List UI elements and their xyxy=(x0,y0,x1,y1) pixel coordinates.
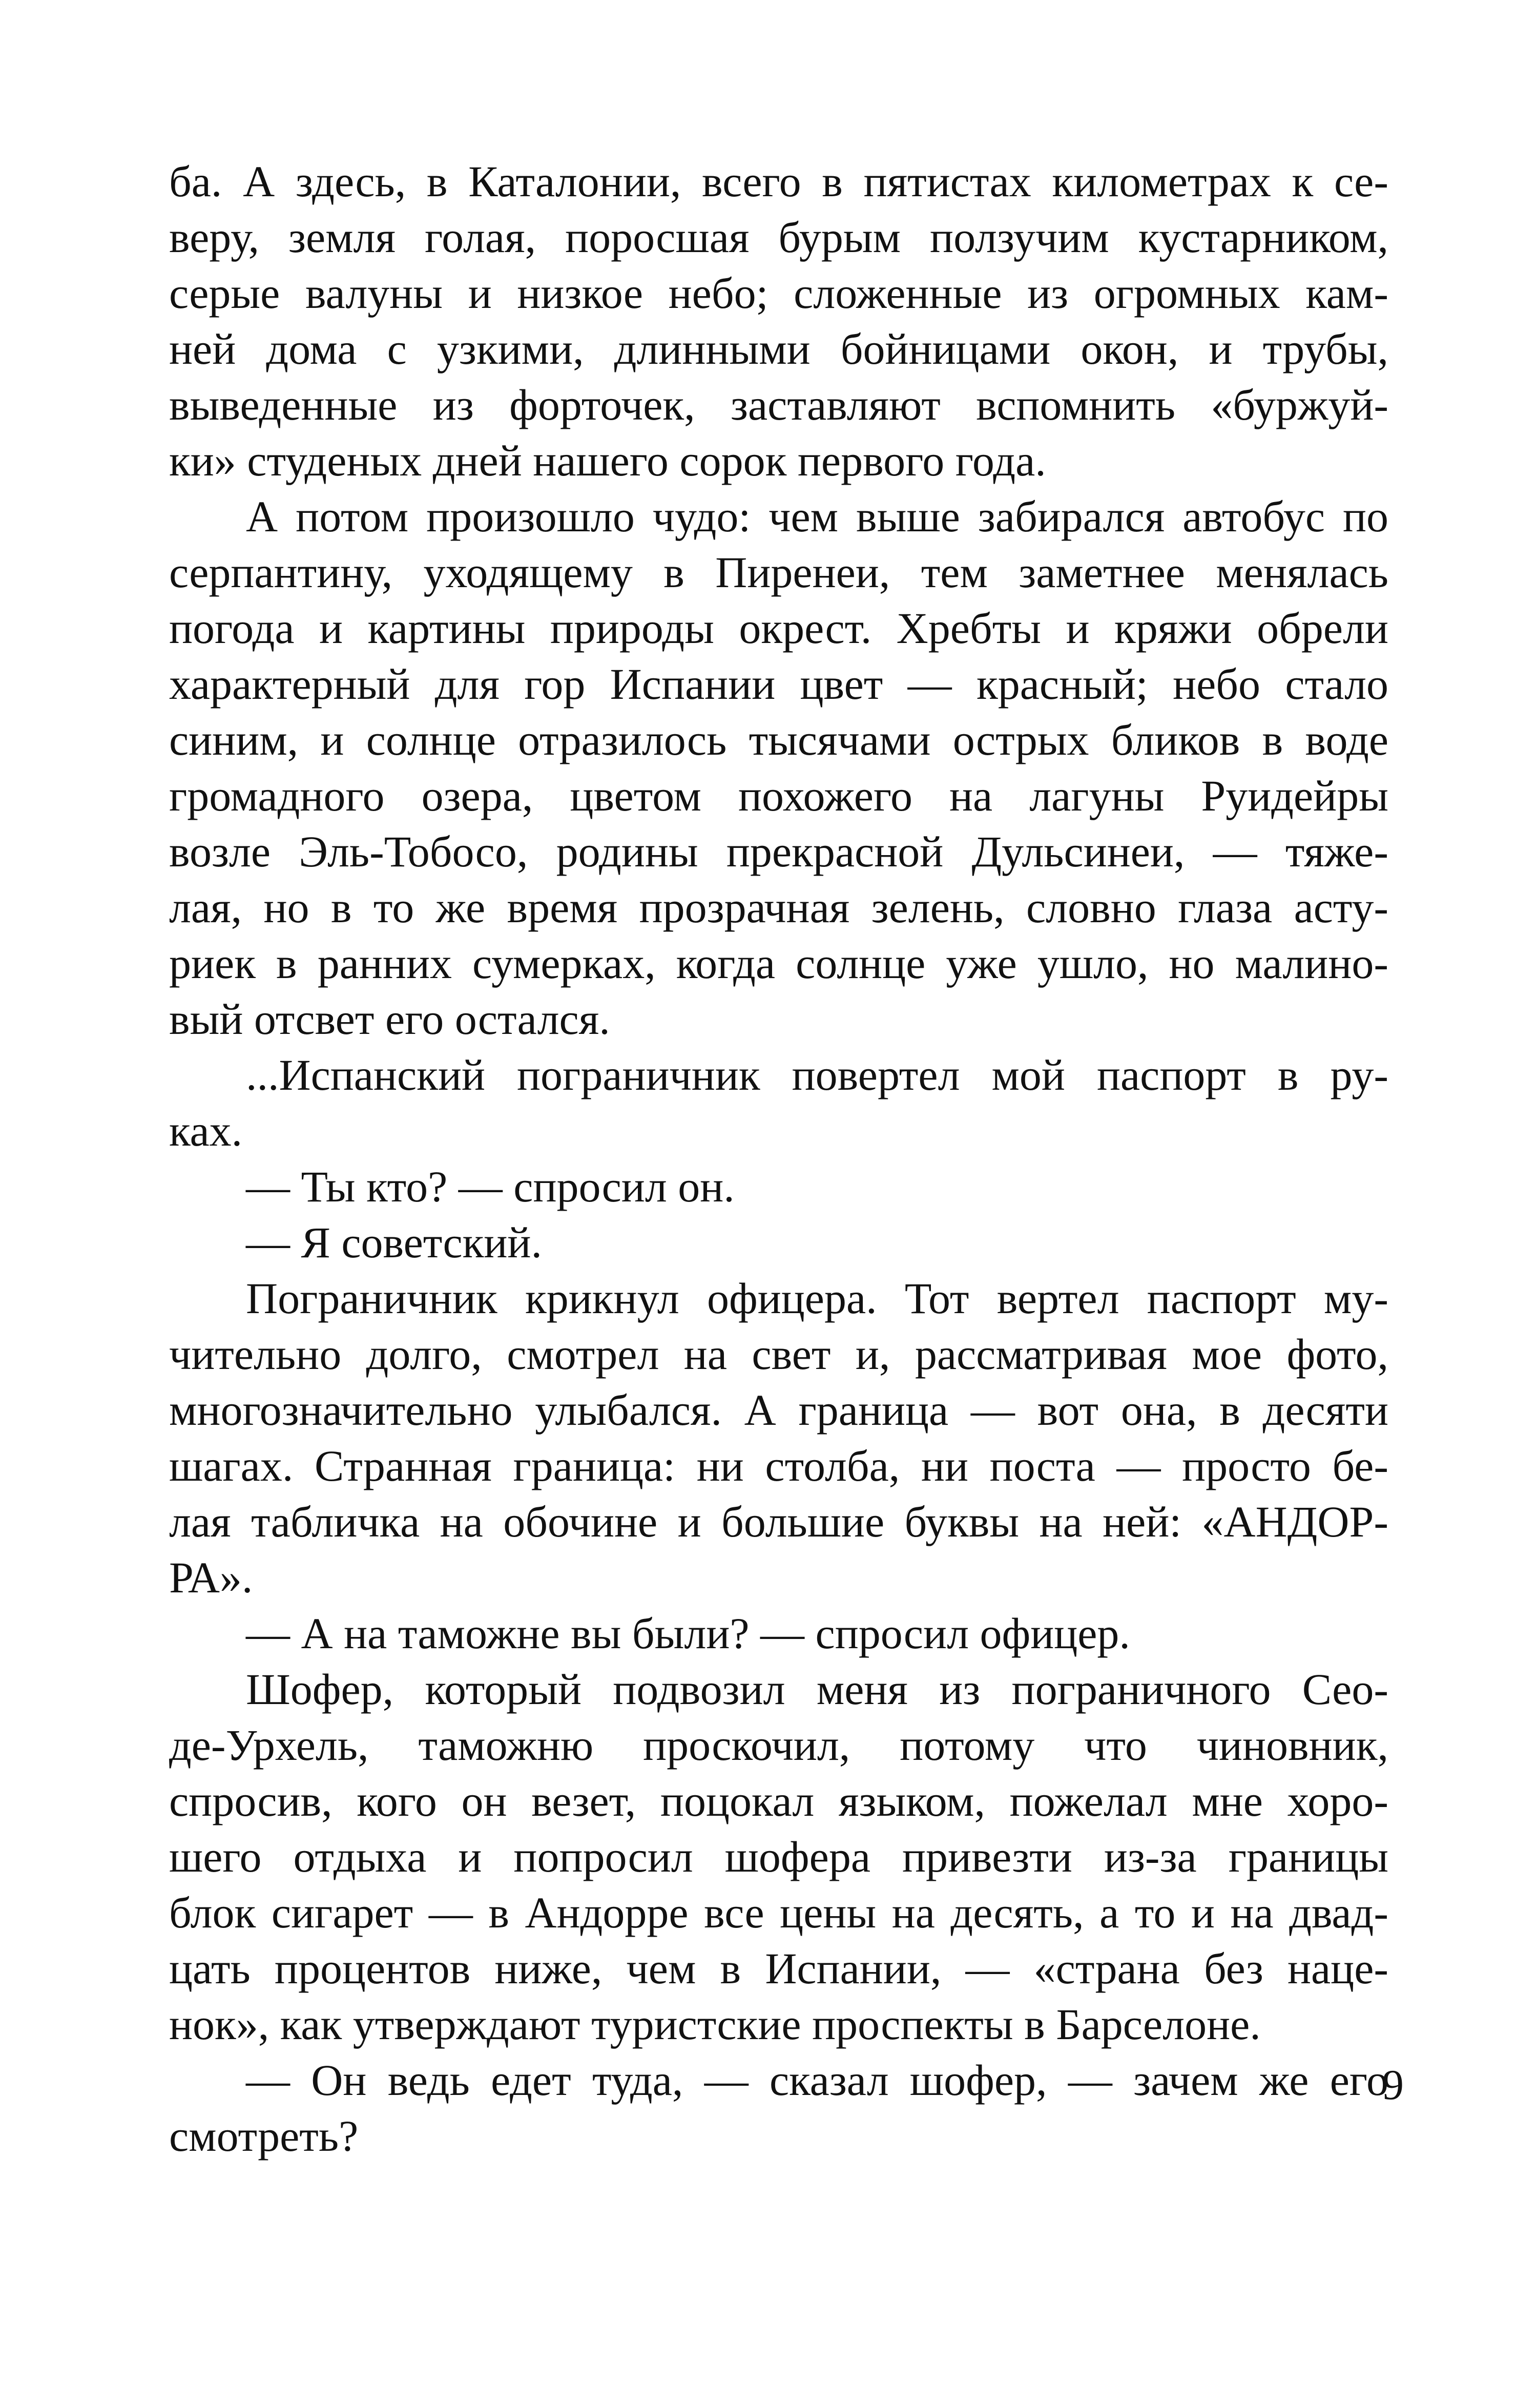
text-line: вый отсвет его остался. xyxy=(169,994,610,1044)
text-line: Пограничник крикнул офицера. Тот вертел паспорт му- xyxy=(246,1274,1388,1323)
text-line: синим, и солнце отразилось тысячами острых бликов в воде xyxy=(169,715,1388,764)
text-line: А потом произошло чудо: чем выше забирался автобус по xyxy=(246,492,1388,541)
text-line: ба. А здесь, в Каталонии, всего в пятистах километрах к се- xyxy=(169,157,1388,206)
text-line: смотреть? xyxy=(169,2111,359,2161)
text-line: громадного озера, цветом похожего на лагуны Руидейры xyxy=(169,771,1388,820)
text-line: — А на таможне вы были? — спросил офицер. xyxy=(246,1609,1130,1658)
text-line: цать процентов ниже, чем в Испании, — «страна без наце- xyxy=(169,1944,1388,1993)
text-line: многозначительно улыбался. А граница — вот она, в десяти xyxy=(169,1385,1388,1435)
text-line: погода и картины природы окрест. Хребты и кряжи обрели xyxy=(169,604,1388,653)
text-line: ...Испанский пограничник повертел мой паспорт в ру- xyxy=(246,1050,1388,1099)
text-line: — Я советский. xyxy=(246,1218,542,1267)
text-line: шагах. Странная граница: ни столба, ни поста — просто бе- xyxy=(169,1441,1388,1490)
text-line: шего отдыха и попросил шофера привезти из-за границы xyxy=(169,1832,1388,1881)
text-line: — Ты кто? — спросил он. xyxy=(246,1162,735,1211)
text-line: Шофер, который подвозил меня из пограничного Сео- xyxy=(246,1665,1388,1714)
text-line: серые валуны и низкое небо; сложенные из огромных кам- xyxy=(169,268,1388,318)
text-line: ках. xyxy=(169,1106,243,1155)
text-line: выведенные из форточек, заставляют вспомнить «буржуй- xyxy=(169,380,1388,429)
text-line: ней дома с узкими, длинными бойницами окон, и трубы, xyxy=(169,324,1388,373)
text-line: блок сигарет — в Андорре все цены на десять, а то и на двад- xyxy=(169,1888,1388,1937)
text-line: нок», как утверждают туристские проспекты в Барселоне. xyxy=(169,2000,1261,2049)
text-line: лая, но в то же время прозрачная зелень, словно глаза асту- xyxy=(169,883,1388,932)
text-line: чительно долго, смотрел на свет и, рассматривая мое фото, xyxy=(169,1330,1388,1379)
text-line: де-Урхель, таможню проскочил, потому что чиновник, xyxy=(169,1720,1388,1770)
body-text xyxy=(169,154,1388,2164)
text-line: — Он ведь едет туда, — сказал шофер, — зачем же его xyxy=(246,2056,1388,2105)
text-line: возле Эль-Тобосо, родины прекрасной Дульсинеи, — тяже- xyxy=(169,827,1388,876)
page-number: 9 xyxy=(1382,2061,1404,2109)
text-line: спросив, кого он везет, поцокал языком, пожелал мне хоро- xyxy=(169,1776,1388,1825)
text-line: РА». xyxy=(169,1553,253,1602)
text-line: риек в ранних сумерках, когда солнце уже ушло, но малино- xyxy=(169,939,1388,988)
text-line: лая табличка на обочине и большие буквы на ней: «АНДОР- xyxy=(169,1497,1388,1546)
text-line: характерный для гор Испании цвет — красный; небо стало xyxy=(169,659,1388,709)
text-line: ки» студеных дней нашего сорок первого года. xyxy=(169,436,1046,485)
text-line: веру, земля голая, поросшая бурым ползучим кустарником, xyxy=(169,213,1388,262)
text-line: серпантину, уходящему в Пиренеи, тем заметнее менялась xyxy=(169,548,1388,597)
